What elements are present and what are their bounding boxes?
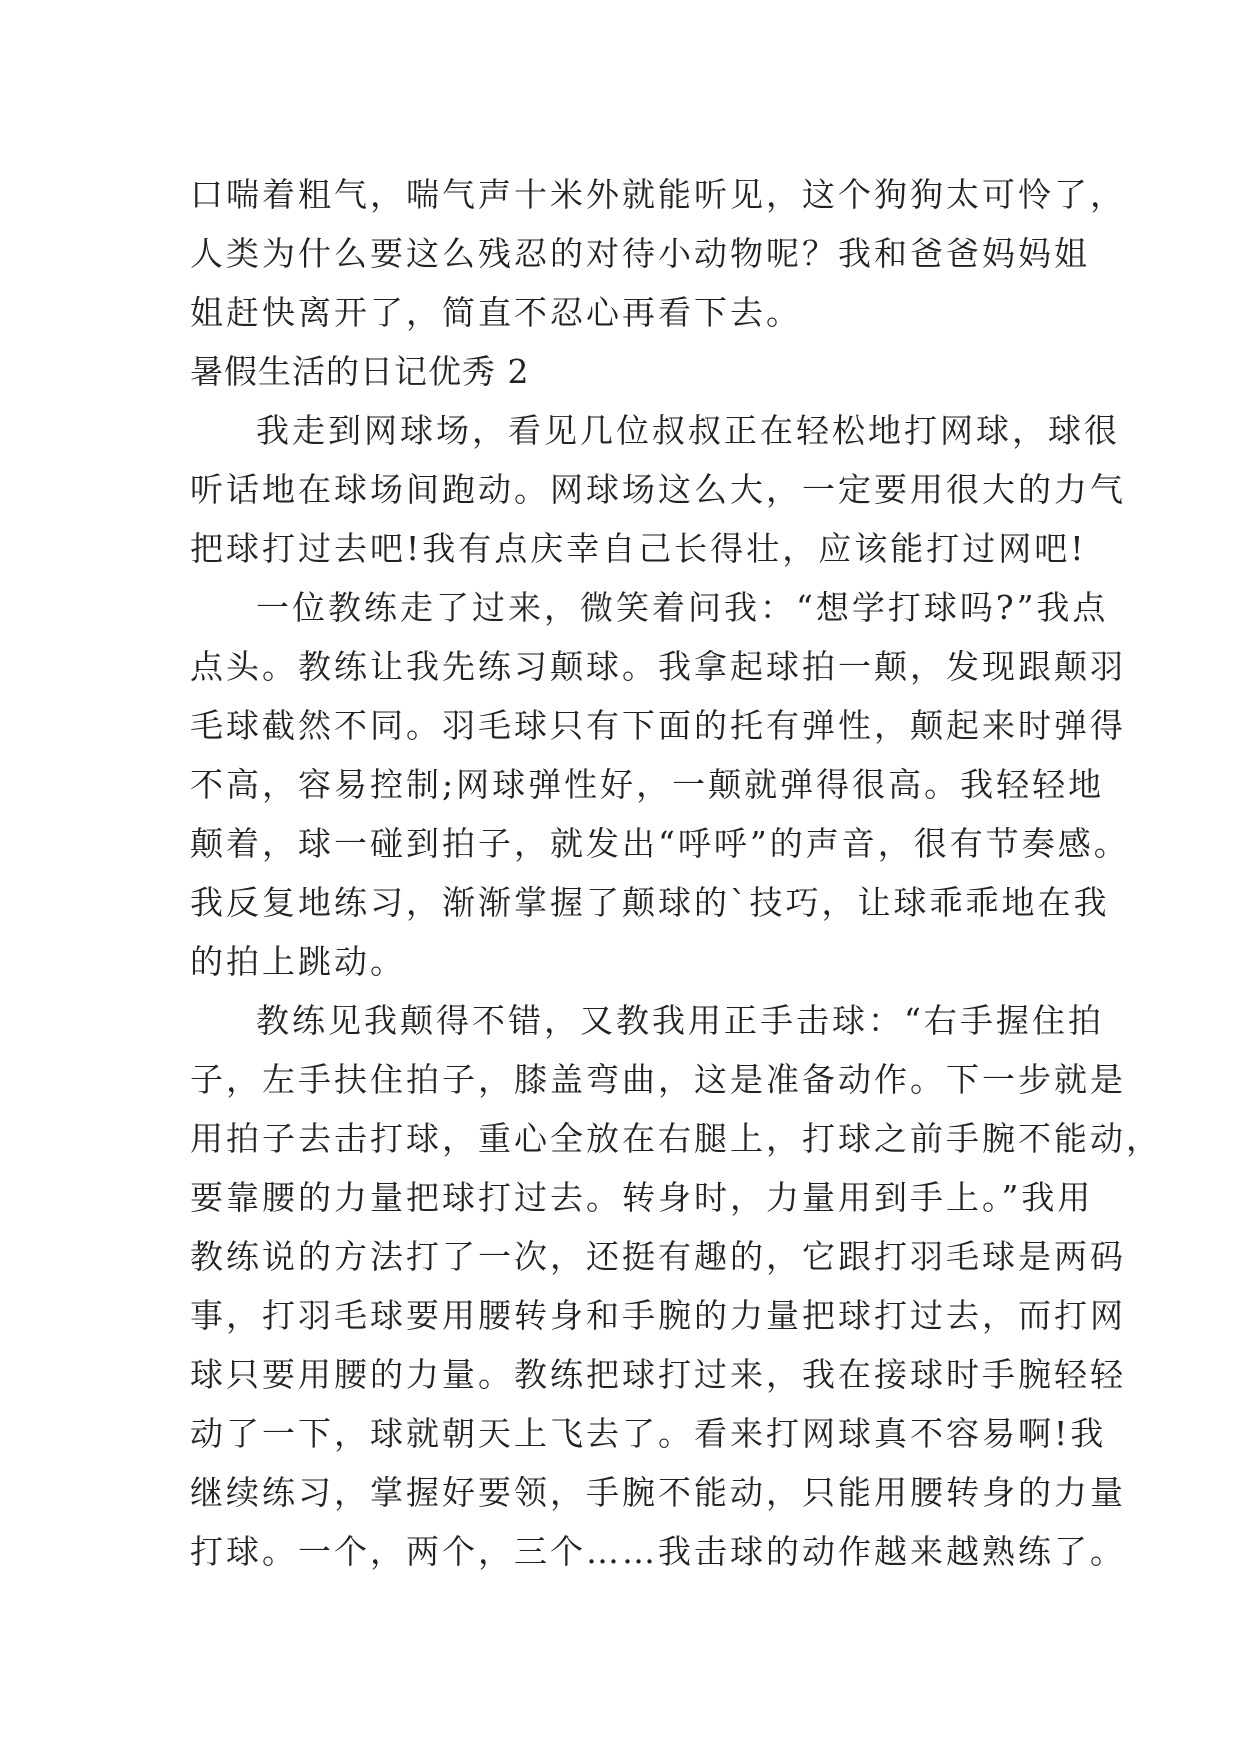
paragraph-line: 教练说的方法打了一次，还挺有趣的，它跟打羽毛球是两码 bbox=[190, 1237, 1126, 1276]
paragraph-line: 不高，容易控制;网球弹性好，一颠就弹得很高。我轻轻地 bbox=[190, 765, 1105, 804]
paragraph-line: 我反复地练习，渐渐掌握了颠球的`技巧，让球乖乖地在我 bbox=[190, 883, 1110, 922]
paragraph-line: 我走到网球场，看见几位叔叔正在轻松地打网球，球很 bbox=[256, 411, 1120, 450]
text-line: 人类为什么要这么残忍的对待小动物呢？我和爸爸妈妈姐 bbox=[190, 234, 1090, 273]
paragraph-line: 要靠腰的力量把球打过去。转身时，力量用到手上。”我用 bbox=[190, 1178, 1094, 1217]
paragraph-line: 的拍上跳动。 bbox=[190, 942, 406, 981]
paragraph-line: 点头。教练让我先练习颠球。我拿起球拍一颠，发现跟颠羽 bbox=[190, 647, 1126, 686]
paragraph-line: 毛球截然不同。羽毛球只有下面的托有弹性，颠起来时弹得 bbox=[190, 706, 1126, 745]
paragraph-line: 球只要用腰的力量。教练把球打过来，我在接球时手腕轻轻 bbox=[190, 1355, 1126, 1394]
section-heading: 暑假生活的日记优秀 2 bbox=[190, 352, 530, 391]
document-body bbox=[190, 165, 1162, 1581]
paragraph-line: 把球打过去吧!我有点庆幸自己长得壮，应该能打过网吧! bbox=[190, 529, 1087, 568]
paragraph-line: 用拍子去击打球，重心全放在右腿上，打球之前手腕不能动， bbox=[190, 1119, 1162, 1158]
paragraph-line: 事，打羽毛球要用腰转身和手腕的力量把球打过去，而打网 bbox=[190, 1296, 1126, 1335]
paragraph-line: 打球。一个，两个，三个……我击球的动作越来越熟练了。 bbox=[190, 1532, 1126, 1571]
paragraph-line: 子，左手扶住拍子，膝盖弯曲，这是准备动作。下一步就是 bbox=[190, 1060, 1126, 1099]
paragraph-line: 教练见我颠得不错，又教我用正手击球：“右手握住拍 bbox=[256, 1001, 1104, 1040]
paragraph-line: 一位教练走了过来，微笑着问我：“想学打球吗?”我点 bbox=[256, 588, 1109, 627]
text-line: 口喘着粗气，喘气声十米外就能听见，这个狗狗太可怜了， bbox=[190, 175, 1126, 214]
paragraph-line: 听话地在球场间跑动。网球场这么大，一定要用很大的力气 bbox=[190, 470, 1126, 509]
paragraph-line: 继续练习，掌握好要领，手腕不能动，只能用腰转身的力量 bbox=[190, 1473, 1126, 1512]
text-line: 姐赶快离开了，简直不忍心再看下去。 bbox=[190, 293, 802, 332]
paragraph-line: 颠着，球一碰到拍子，就发出“呼呼”的声音，很有节奏感。 bbox=[190, 824, 1130, 863]
paragraph-line: 动了一下，球就朝天上飞去了。看来打网球真不容易啊!我 bbox=[190, 1414, 1107, 1453]
